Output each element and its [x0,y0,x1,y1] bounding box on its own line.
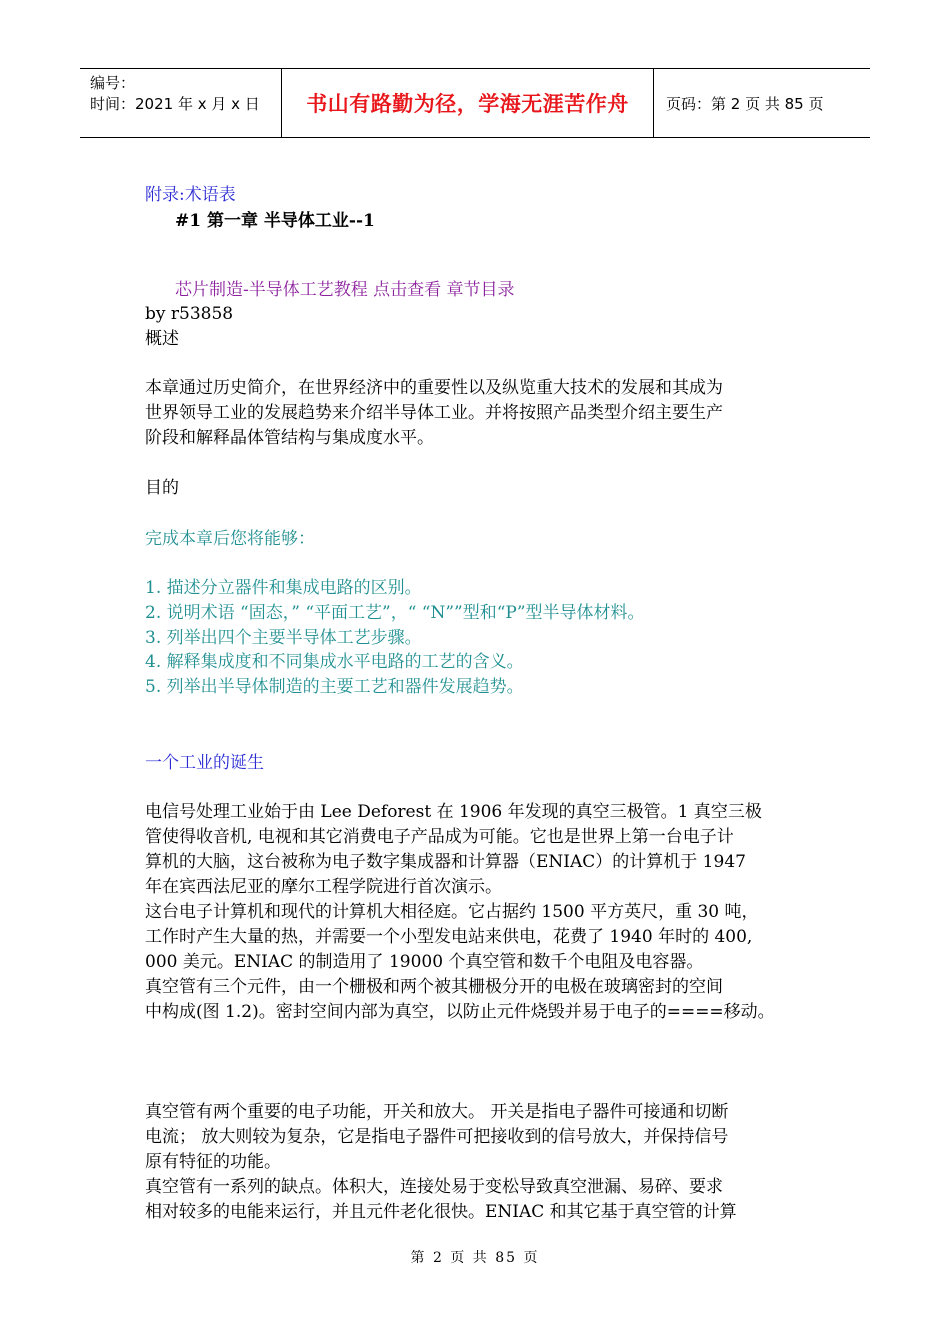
paragraph-line: 真空管有两个重要的电子功能，开关和放大。 开关是指电子器件可接通和切断 [145,1102,729,1122]
paragraph-line: 原有特征的功能。 [145,1152,281,1172]
paragraph-line: 中构成(图 1.2)。密封空间内部为真空，以防止元件烧毁并易于电子的====移动。 [145,1002,775,1022]
objective-item: 5. 列举出半导体制造的主要工艺和器件发展趋势。 [145,677,524,697]
objectives-intro: 完成本章后您将能够： [145,529,315,549]
chapter-title: #1 第一章 半导体工业--1 [175,211,375,231]
paragraph-line: 算机的大脑，这台被称为电子数字集成器和计算器（ENIAC）的计算机于 1947 [145,852,746,872]
paragraph-line: 这台电子计算机和现代的计算机大相径庭。它占据约 1500 平方英尺，重 30 吨， [145,902,759,922]
header-page-number: 页码：第 2 页 共 85 页 [666,94,824,113]
paragraph-line: 年在宾西法尼亚的摩尔工程学院进行首次演示。 [145,877,502,897]
document-date-label: 时间：2021 年 x 月 x 日 [90,95,260,113]
objectives-heading: 目的 [145,478,179,498]
paragraph-line: 电流； 放大则较为复杂，它是指电子器件可把接收到的信号放大，并保持信号 [145,1127,729,1147]
header-motto: 书山有路勤为径，学海无涯苦作舟 [306,92,629,116]
section-heading[interactable]: 一个工业的诞生 [145,753,264,773]
objective-item: 3. 列举出四个主要半导体工艺步骤。 [145,628,422,648]
header-table [80,68,870,138]
objective-item: 4. 解释集成度和不同集成水平电路的工艺的含义。 [145,652,524,672]
page-footer: 第 2 页 共 85 页 [410,1250,540,1266]
paragraph-line: 电信号处理工业始于由 Lee Deforest 在 1906 年发现的真空三极管。1 真空三极 [145,802,762,822]
paragraph-line: 管使得收音机, 电视和其它消费电子产品成为可能。它也是世界上第一台电子计 [145,827,734,847]
header-motto-cell [282,69,654,137]
author-line: by r53858 [145,304,234,324]
appendix-link[interactable]: 附录:术语表 [145,185,236,205]
overview-line: 世界领导工业的发展趋势来介绍半导体工业。并将按照产品类型介绍主要生产 [145,403,723,423]
paragraph-line: 工作时产生大量的热，并需要一个小型发电站来供电，花费了 1940 年时的 400, [145,927,753,947]
paragraph-line: 000 美元。ENIAC 的制造用了 19000 个真空管和数千个电阻及电容器。 [145,952,704,972]
objective-item: 2. 说明术语 “固态，” “平面工艺”，“ “N””型和“P”型半导体材料。 [145,603,645,623]
objective-item: 1. 描述分立器件和集成电路的区别。 [145,578,422,598]
paragraph-line: 真空管有一系列的缺点。体积大，连接处易于变松导致真空泄漏、易碎、要求 [145,1177,723,1197]
header-meta [80,69,282,137]
overview-line: 本章通过历史简介，在世界经济中的重要性以及纵览重大技术的发展和其成为 [145,378,723,398]
document-number-label: 编号： [90,74,136,92]
course-links[interactable]: 芯片制造-半导体工艺教程 点击查看 章节目录 [175,280,515,300]
overview-line: 阶段和解释晶体管结构与集成度水平。 [145,428,434,448]
paragraph-line: 真空管有三个元件，由一个栅极和两个被其栅极分开的电极在玻璃密封的空间 [145,977,723,997]
paragraph-line: 相对较多的电能来运行，并且元件老化很快。ENIAC 和其它基于真空管的计算 [145,1202,737,1222]
overview-heading: 概述 [145,329,179,349]
